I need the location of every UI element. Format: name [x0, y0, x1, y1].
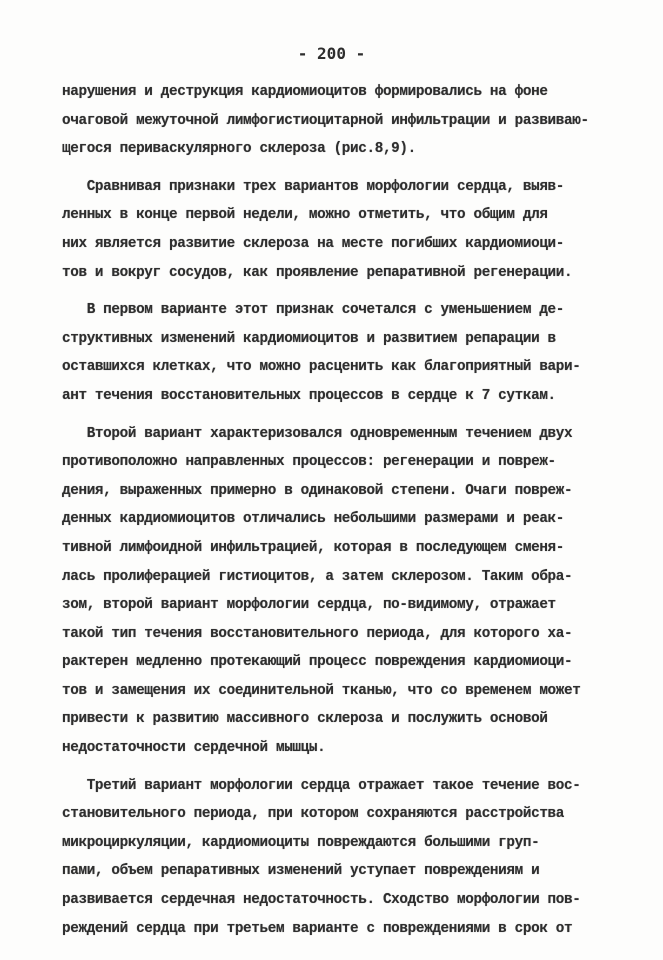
text-line: очаговой межуточной лимфогистиоцитарной инфильтрации и развиваю- — [62, 112, 589, 129]
text-line: рактерен медленно протекающий процесс повреждения кардиомиоци- — [62, 654, 573, 671]
text-line: недостаточности сердечной мышцы. — [62, 740, 326, 757]
text-line: тивной лимфоидной инфильтрацией, которая в последующем сменя- — [62, 539, 565, 556]
text-line: лась пролиферацией гистиоцитов, а затем склерозом. Таким обра- — [62, 568, 573, 585]
paragraph — [62, 173, 622, 287]
text-line: становительного периода, при котором сохраняются расстройства — [62, 806, 565, 823]
text-line: такой тип течения восстановительного периода, для которого ха- — [62, 625, 573, 642]
text-line: оставшихся клетках, что можно расценить как благоприятный вари- — [62, 359, 581, 376]
text-line: структивных изменений кардиомиоцитов и развитием репарации в — [62, 330, 556, 347]
paragraph-gap — [62, 287, 622, 296]
text-line: Сравнивая признаки трех вариантов морфологии сердца, выяв- — [62, 178, 565, 195]
text-line: них является развитие склероза на месте погибших кардиомиоци- — [62, 235, 565, 252]
text-line: нарушения и деструкция кардиомиоцитов формировались на фоне — [62, 84, 548, 100]
paragraph-gap — [62, 763, 622, 772]
text-line: пами, объем репаративных изменений уступает повреждениям и — [62, 863, 540, 880]
text-line: ленных в конце первой недели, можно отметить, что общим для — [62, 207, 548, 224]
paragraph-gap — [62, 164, 622, 173]
text-line: Третий вариант морфологии сердца отражает такое течение вос- — [62, 777, 581, 794]
text-line: В первом варианте этот признак сочетался с уменьшением де- — [62, 302, 565, 319]
paragraph — [62, 78, 622, 164]
text-line: денных кардиомиоцитов отличались небольшими размерами и реак- — [62, 511, 565, 528]
text-line: реждений сердца при третьем варианте с повреждениями в срок от — [62, 920, 573, 937]
text-line: ант течения восстановительных процессов в сердце к 7 суткам. — [62, 387, 556, 404]
paragraph-gap — [62, 411, 622, 420]
text-line: микроциркуляции, кардиомиоциты повреждаются большими груп- — [62, 834, 540, 851]
text-line: дения, выраженных примерно в одинаковой степени. Очаги повреж- — [62, 482, 573, 499]
text-line: привести к развитию массивного склероза и послужить основой — [62, 711, 548, 728]
text-line: противоположно направленных процессов: регенерации и повреж- — [62, 454, 556, 471]
paragraph — [62, 772, 622, 944]
text-line: щегося периваскулярного склероза (рис.8,9). — [62, 141, 416, 158]
paragraph — [62, 296, 622, 410]
text-line: развивается сердечная недостаточность. Сходство морфологии пов- — [62, 892, 581, 909]
text-line: тов и вокруг сосудов, как проявление репаративной регенерации. — [62, 264, 573, 281]
paragraph — [62, 420, 622, 763]
text-line: зом, второй вариант морфологии сердца, по-видимому, отражает — [62, 597, 556, 614]
text-line: тов и замещения их соединительной тканью, что со временем может — [62, 682, 581, 699]
text-body — [62, 78, 622, 943]
text-line: Второй вариант характеризовался одновременным течением двух — [62, 425, 573, 442]
page-number: - 200 - — [297, 44, 366, 63]
